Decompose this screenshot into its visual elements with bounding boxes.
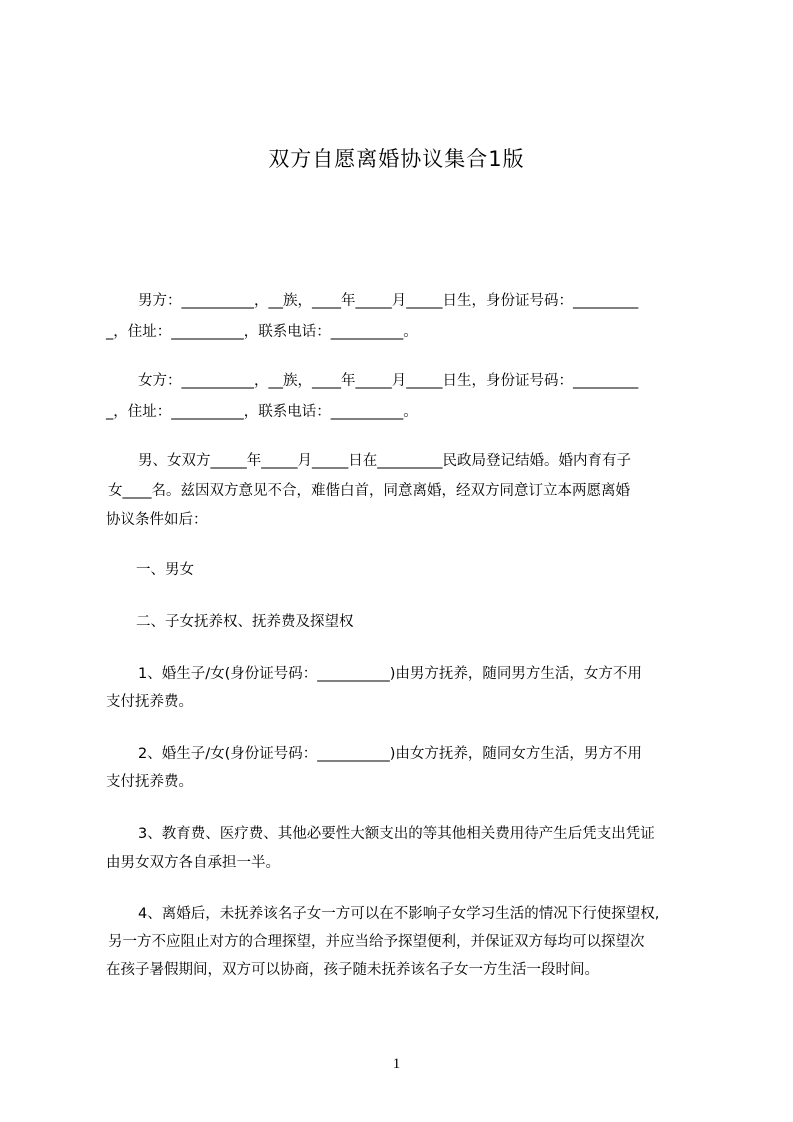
female-info-line-2: _，住址：__________，联系电话：__________。: [106, 404, 418, 420]
clause-1-line-1: 1、婚生子/女(身份证号码：__________)由男方抚养，随同男方生活，女方不用: [138, 666, 642, 682]
female-info-line-1: 女方：__________，__族，____年_____月_____日生，身份证号码：_________: [138, 373, 639, 389]
clause-4-line-2: 另一方不应阻止对方的合理探望，并应当给予探望便利，并保证双方每均可以探望次: [108, 934, 645, 950]
clause-2-line-2: 支付抚养费。: [106, 774, 193, 790]
document-title: 双方自愿离婚协议集合1版: [268, 147, 525, 171]
clause-3-line-2: 由男女双方各自承担一半。: [106, 855, 280, 871]
marriage-paragraph-line-2: 女____名。兹因双方意见不合，难偕白首，同意离婚，经双方同意订立本两愿离婚: [108, 483, 630, 499]
male-info-line-1: 男方：__________，__族，____年_____月_____日生，身份证号码：_________: [138, 293, 639, 309]
section-heading-2: 二、子女抚养权、抚养费及探望权: [136, 614, 354, 630]
marriage-paragraph-line-1: 男、女双方_____年_____月_____日在_________民政局登记结婚。婚内育有子: [138, 453, 631, 469]
clause-2-line-1: 2、婚生子/女(身份证号码：__________)由女方抚养，随同女方生活，男方不用: [138, 746, 642, 762]
page-number: 1: [392, 1056, 401, 1072]
clause-4-line-3: 在孩子暑假期间，双方可以协商，孩子随未抚养该名子女一方生活一段时间。: [106, 962, 599, 978]
male-info-line-2: _，住址：__________，联系电话：__________。: [106, 324, 418, 340]
clause-1-line-2: 支付抚养费。: [106, 694, 193, 710]
section-heading-1: 一、男女: [136, 562, 194, 578]
clause-3-line-1: 3、教育费、医疗费、其他必要性大额支出的等其他相关费用待产生后凭支出凭证: [138, 826, 655, 842]
clause-4-line-1: 4、离婚后，未抚养该名子女一方可以在不影响子女学习生活的情况下行使探望权,: [138, 906, 660, 922]
marriage-paragraph-line-3: 协议条件如后：: [106, 512, 208, 528]
